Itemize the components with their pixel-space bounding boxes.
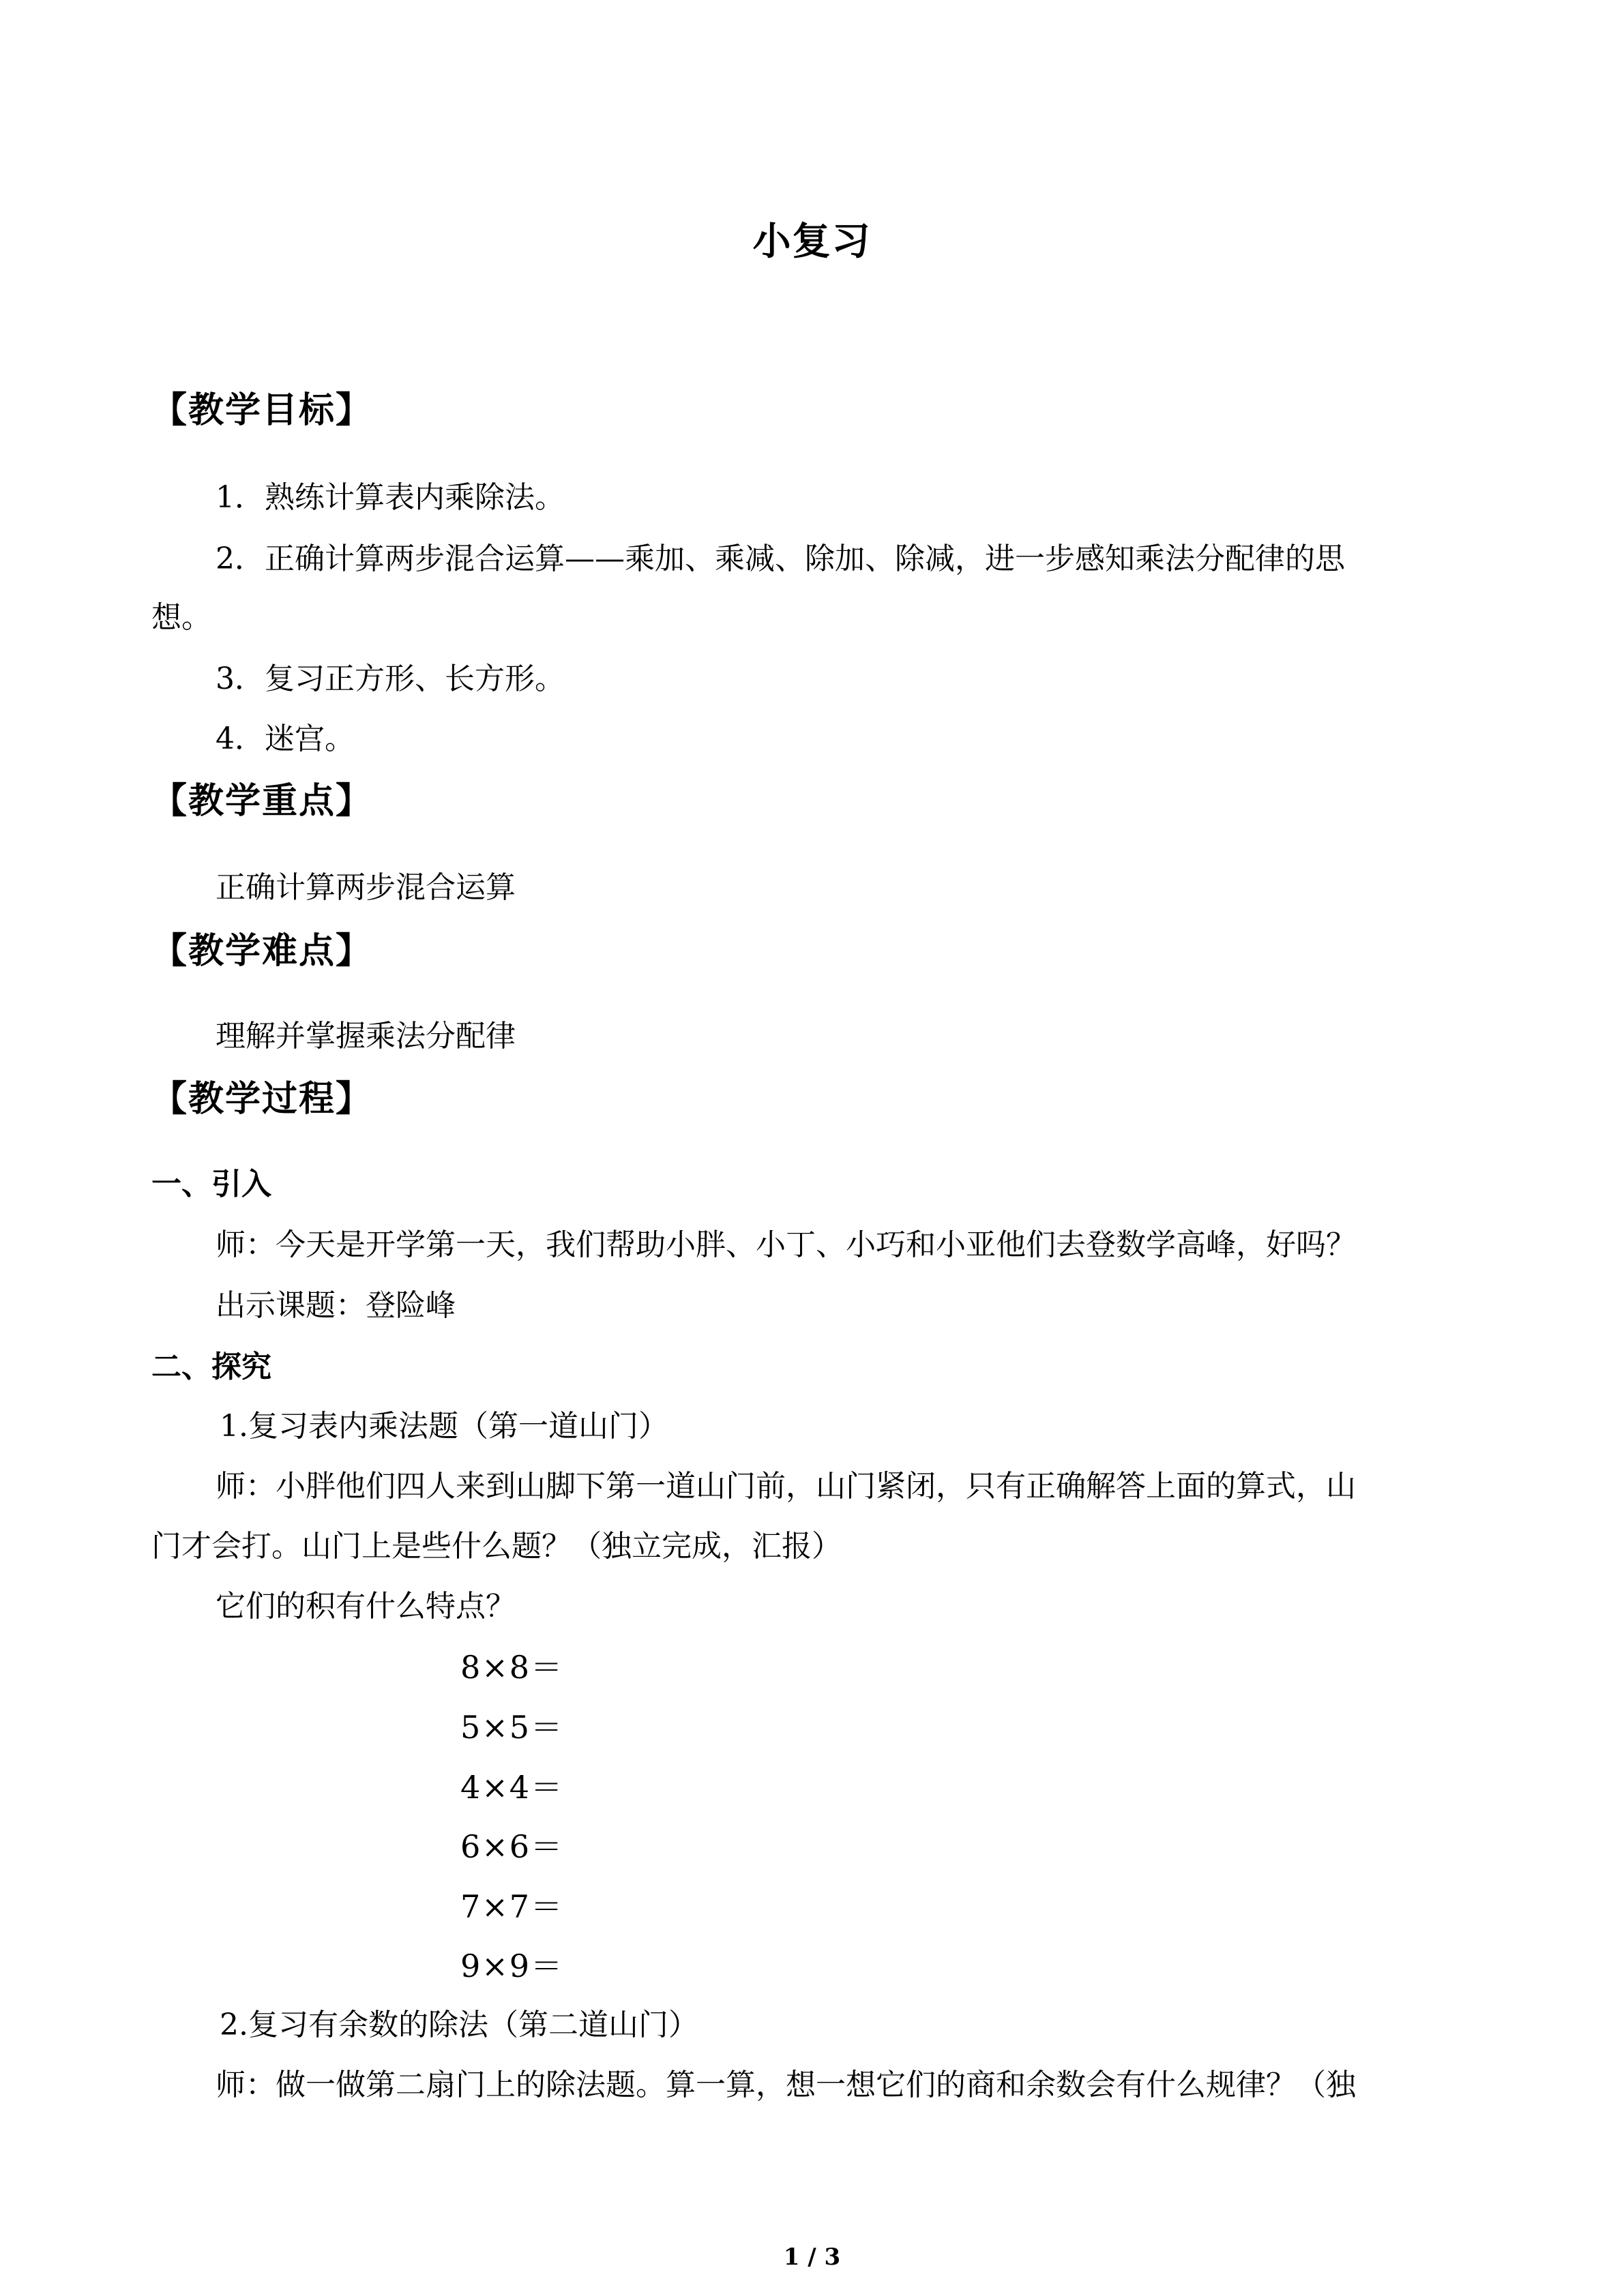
objectives-heading: 【教学目标】 <box>151 390 373 431</box>
part2-heading: 二、探究 <box>151 1350 271 1384</box>
objective-item-2: 2．正确计算两步混合运算——乘加、乘减、除加、除减，进一步感知乘法分配律的思 <box>216 541 1345 576</box>
page-number: 1 / 3 <box>783 2243 841 2271</box>
objective-item-3: 3．复习正方形、长方形。 <box>216 661 565 696</box>
process-heading: 【教学过程】 <box>151 1079 373 1120</box>
objective-item-2-cont: 想。 <box>151 600 211 635</box>
equation-1: 8×8＝ <box>460 1649 564 1686</box>
difficulty-heading: 【教学难点】 <box>151 931 373 972</box>
objective-item-4: 4．迷宫。 <box>216 721 355 756</box>
equation-3: 4×4＝ <box>460 1769 564 1806</box>
part1-heading: 一、引入 <box>151 1167 271 1202</box>
step1-line-2: 门才会打。山门上是些什么题？（独立完成，汇报） <box>151 1529 842 1564</box>
document-title: 小复习 <box>752 220 872 264</box>
difficulty-text: 理解并掌握乘法分配律 <box>216 1019 516 1054</box>
step1-line-3: 它们的积有什么特点？ <box>216 1589 516 1624</box>
equation-5: 7×7＝ <box>460 1888 564 1925</box>
step1-line-1: 师：小胖他们四人来到山脚下第一道山门前，山门紧闭，只有正确解答上面的算式，山 <box>216 1469 1356 1504</box>
part1-line-1: 师：今天是开学第一天，我们帮助小胖、小丁、小巧和小亚他们去登数学高峰，好吗？ <box>216 1227 1356 1262</box>
equation-2: 5×5＝ <box>460 1709 564 1746</box>
equation-6: 9×9＝ <box>460 1948 564 1984</box>
equation-4: 6×6＝ <box>460 1828 564 1865</box>
part1-line-2: 出示课题：登险峰 <box>216 1288 456 1323</box>
step1-title: 1.复习表内乘法题（第一道山门） <box>220 1409 668 1444</box>
key-point-text: 正确计算两步混合运算 <box>216 870 516 905</box>
step2-title: 2.复习有余数的除法（第二道山门） <box>220 2008 698 2042</box>
key-point-heading: 【教学重点】 <box>151 781 373 822</box>
objective-item-1: 1．熟练计算表内乘除法。 <box>216 480 565 515</box>
step2-line-1: 师：做一做第二扇门上的除法题。算一算，想一想它们的商和余数会有什么规律？（独 <box>216 2068 1356 2102</box>
